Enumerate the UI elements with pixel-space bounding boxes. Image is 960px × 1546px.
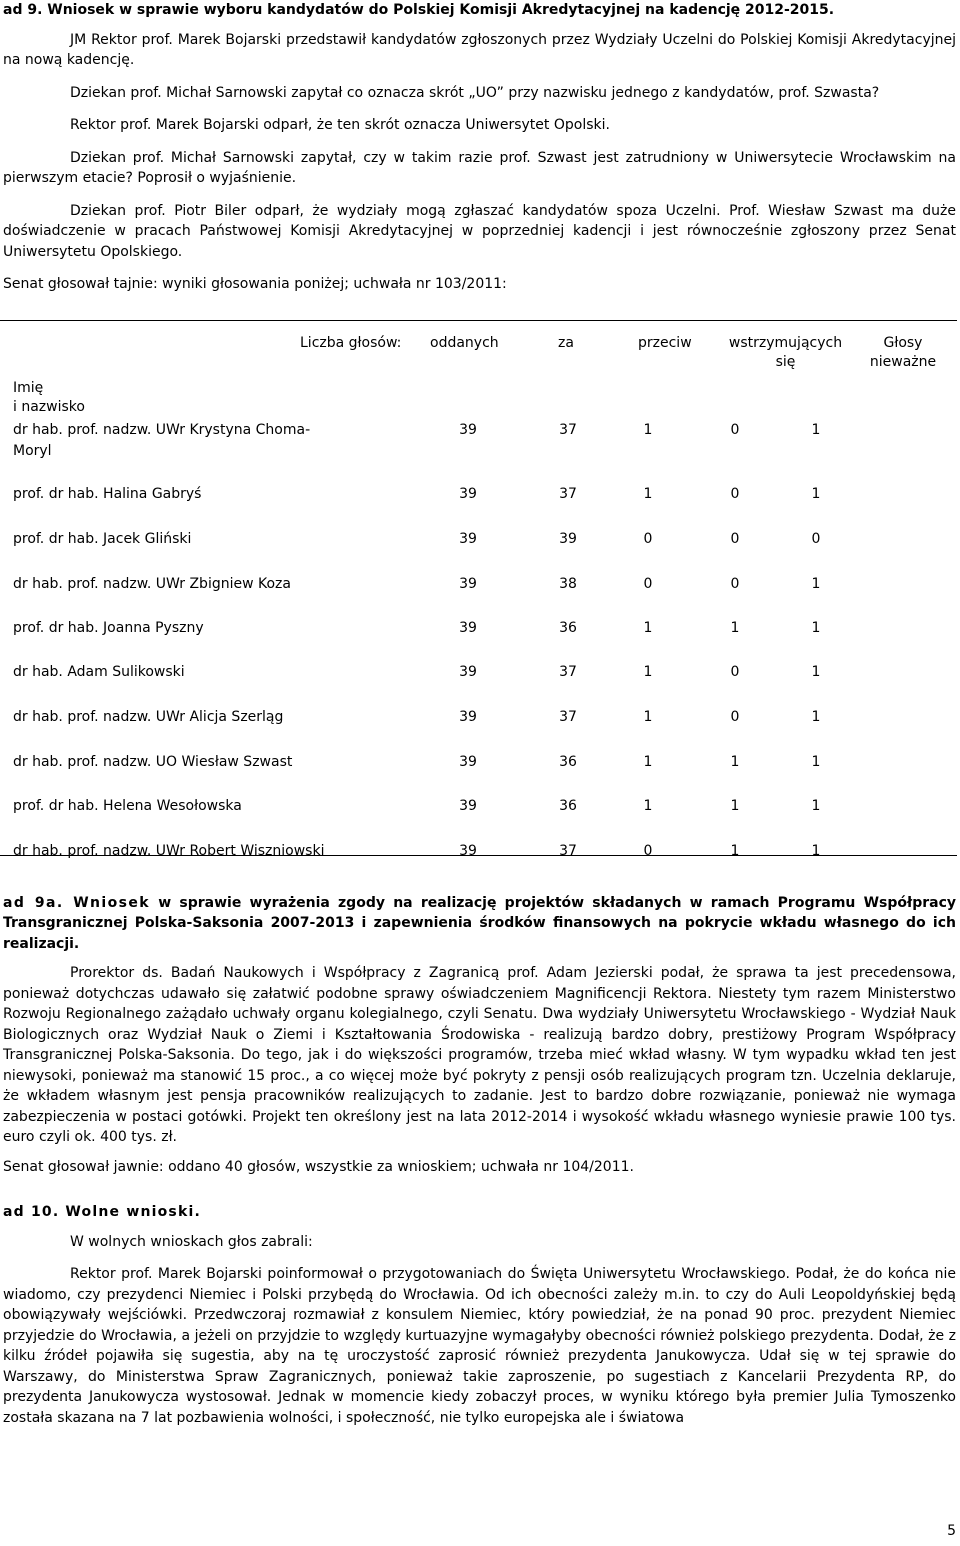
- votes-cast: 39: [459, 708, 477, 725]
- section-10-intro: W wolnych wnioskach głos zabrali:: [70, 1233, 313, 1250]
- candidate-name: dr hab. prof. nadzw. UWr Zbigniew Koza: [13, 575, 291, 592]
- section-9a-vote: Senat głosował jawnie: oddano 40 głosów, wszystkie za wnioskiem; uchwała nr 104/2011.: [3, 1158, 634, 1175]
- section-9-heading: ad 9. Wniosek w sprawie wyboru kandydatów do Polskiej Komisji Akredytacyjnej na kadencję 2012-2015.: [3, 2, 835, 18]
- votes-invalid: 1: [811, 663, 821, 680]
- header-abstain-line1: wstrzymujących: [728, 334, 843, 351]
- votes-for: 36: [559, 753, 577, 770]
- page-number: 5: [947, 1522, 956, 1539]
- votes-cast: 39: [459, 485, 477, 502]
- votes-against: 0: [643, 575, 653, 592]
- header-invalid-line2: nieważne: [869, 353, 937, 370]
- votes-cast: 39: [459, 753, 477, 770]
- votes-abstain: 0: [730, 708, 740, 725]
- votes-abstain: 0: [730, 421, 740, 438]
- votes-invalid: 1: [811, 797, 821, 814]
- votes-against: 1: [643, 708, 653, 725]
- votes-for: 38: [559, 575, 577, 592]
- section-10-heading: ad 10. Wolne wnioski.: [3, 1204, 201, 1220]
- section-9-paragraph-4: Dziekan prof. Michał Sarnowski zapytał, czy w takim razie prof. Szwast jest zatrudniony w Uniwersytecie Wrocławskim na pierwszym etacie? Poprosił o wyjaśnienie.: [3, 149, 956, 186]
- candidate-name: dr hab. prof. nadzw. UWr Krystyna Choma-: [13, 421, 311, 438]
- candidate-name: dr hab. prof. nadzw. UWr Alicja Szerląg: [13, 708, 284, 725]
- header-invalid-line1: Głosy: [883, 334, 923, 351]
- section-9a-heading: [3, 893, 956, 955]
- votes-abstain: 1: [730, 619, 740, 636]
- header-against: przeciw: [638, 334, 692, 351]
- section-9-paragraph-5: Dziekan prof. Piotr Biler odparł, że wydziały mogą zgłaszać kandydatów spoza Uczelni. Prof. Wiesław Szwast ma duże doświadczenie w pracach Państwowej Komisji Akredytacyjnej w poprzedniej kadencji i jest równocześnie zgłoszony przez Senat Uniwersytetu Opolskiego.: [3, 202, 956, 260]
- votes-for: 37: [559, 842, 577, 859]
- votes-invalid: 1: [811, 619, 821, 636]
- votes-cast: 39: [459, 619, 477, 636]
- votes-against: 1: [643, 753, 653, 770]
- header-abstain-line2: się: [775, 353, 796, 370]
- votes-for: 37: [559, 708, 577, 725]
- candidate-name: dr hab. prof. nadzw. UWr Robert Wiszniowski: [13, 842, 325, 859]
- header-name-line1: Imię: [13, 379, 44, 396]
- votes-for: 36: [559, 619, 577, 636]
- vote-results-table: [3, 320, 956, 868]
- votes-invalid: 1: [811, 753, 821, 770]
- votes-against: 1: [643, 619, 653, 636]
- votes-for: 37: [559, 663, 577, 680]
- votes-cast: 39: [459, 797, 477, 814]
- document-page: [3, 0, 956, 1428]
- section-9a-paragraph: Prorektor ds. Badań Naukowych i Współpracy z Zagranicą prof. Adam Jezierski podał, że sprawa ta jest precedensowa, ponieważ dotychczas udawało się załatwić podobne sprawy oświadczeniem Magnificencji Rektora. Niestety tym razem Ministerstwo Rozwoju Regionalnego zażądało uchwały organu kolegialnego, czyli Senatu. Dwa wydziały Uniwersytetu Wrocławskiego - Wydział Nauk Biologicznych oraz Wydział Nauk o Ziemi i Kształtowania Środowiska - realizują bardzo dobry, prestiżowy Program Współpracy Transgranicznej Polska-Saksonia. Do tego, jak i do większości programów, trzeba mieć wkład własny. W tym wypadku wkład ten jest niewysoki, ponieważ ma stanowić 15 proc., a co więcej może być pokryty z pensji osób realizujących program tzn. Uczelnia deklaruje, że wkładem własnym jest pensja pracowników realizujących to zadanie. Jest to bardzo dobre rozwiązanie, ponieważ nie wymaga zabezpieczenia w postaci gotówki. Projekt ten określony jest na lata 2012-2014 i wysokość wkładu własnego wyniesie prawie 100 tys. euro czyli ok. 400 tys. zł.: [3, 965, 956, 1145]
- votes-invalid: 1: [811, 842, 821, 859]
- votes-for: 36: [559, 797, 577, 814]
- votes-against: 1: [643, 797, 653, 814]
- candidate-name: prof. dr hab. Joanna Pyszny: [13, 619, 204, 636]
- section-9-paragraph-3: Rektor prof. Marek Bojarski odparł, że ten skrót oznacza Uniwersytet Opolski.: [70, 117, 610, 133]
- section-9-paragraph-1: JM Rektor prof. Marek Bojarski przedstawił kandydatów zgłoszonych przez Wydziały Uczelni do Polskiej Komisji Akredytacyjnej na nową kadencję.: [3, 31, 956, 68]
- header-votes-label: Liczba głosów:: [300, 334, 402, 351]
- votes-cast: 39: [459, 530, 477, 547]
- header-name-line2: i nazwisko: [13, 398, 85, 415]
- section-9a-heading-lead: ad 9a. Wniosek: [3, 894, 150, 911]
- votes-abstain: 1: [730, 797, 740, 814]
- votes-against: 0: [643, 842, 653, 859]
- votes-for: 37: [559, 485, 577, 502]
- section-10-paragraph: Rektor prof. Marek Bojarski poinformował o przygotowaniach do Święta Uniwersytetu Wrocławskiego. Podał, że do końca nie wiadomo, czy prezydenci Niemiec i Polski przybędą do Wrocławia. Od ich obecności zależy m.in. to czy do Auli Leopoldyńskiej będą obowiązywały wejściówki. Przedwczoraj rozmawiał z konsulem Niemiec, który powiedział, że na ponad 90 proc. prezydent Niemiec przyjedzie do Wrocławia, a jeżeli on przyjdzie to względy kurtuazyjne wymagałyby obecności również polskiego prezydenta. Dodał, że z kilku źródeł pojawiła się sugestia, aby na tę uroczystość zaprosić również prezydenta Janukowycza. Udał się w tej sprawie do Warszawy, do Ministerstwa Spraw Zagranicznych, ponieważ takie zaproszenie, po sugestiach z Kancelarii Prezydenta RP, do prezydenta Janukowycza wystosował. Jednak w momencie kiedy zobaczył proces, w wyniku którego była premier Julia Tymoszenko została skazana na 7 lat pozbawienia wolności, i społeczność, nie tylko europejska ale i światowa: [3, 1266, 956, 1426]
- votes-invalid: 1: [811, 421, 821, 438]
- votes-abstain: 0: [730, 485, 740, 502]
- candidate-name: prof. dr hab. Halina Gabryś: [13, 485, 202, 502]
- candidate-name: prof. dr hab. Jacek Gliński: [13, 530, 192, 547]
- header-for: za: [558, 334, 574, 351]
- votes-invalid: 1: [811, 575, 821, 592]
- votes-invalid: 1: [811, 485, 821, 502]
- votes-abstain: 1: [730, 753, 740, 770]
- votes-against: 0: [643, 530, 653, 547]
- votes-cast: 39: [459, 663, 477, 680]
- votes-against: 1: [643, 485, 653, 502]
- table-top-rule: [0, 320, 957, 321]
- candidate-name: dr hab. Adam Sulikowski: [13, 663, 185, 680]
- votes-for: 37: [559, 421, 577, 438]
- candidate-name: dr hab. prof. nadzw. UO Wiesław Szwast: [13, 753, 293, 770]
- header-cast: oddanych: [430, 334, 499, 351]
- votes-against: 1: [643, 421, 653, 438]
- votes-for: 39: [559, 530, 577, 547]
- votes-abstain: 1: [730, 842, 740, 859]
- votes-cast: 39: [459, 575, 477, 592]
- section-9-paragraph-2: Dziekan prof. Michał Sarnowski zapytał co oznacza skrót „UO” przy nazwisku jednego z kandydatów, prof. Szwasta?: [70, 84, 880, 101]
- votes-invalid: 1: [811, 708, 821, 725]
- votes-abstain: 0: [730, 530, 740, 547]
- section-9a-heading-rest: w sprawie wyrażenia zgody na realizację projektów składanych w ramach Programu Współpracy Transgranicznej Polska-Saksonia 2007-2013 i zapewnienia środków finansowych na pokrycie wkładu własnego do ich realizacji.: [3, 894, 957, 952]
- votes-abstain: 0: [730, 663, 740, 680]
- votes-cast: 39: [459, 421, 477, 438]
- section-9-vote-intro: Senat głosował tajnie: wyniki głosowania poniżej; uchwała nr 103/2011:: [3, 276, 507, 292]
- candidate-name: prof. dr hab. Helena Wesołowska: [13, 797, 242, 814]
- votes-cast: 39: [459, 842, 477, 859]
- candidate-name-continued: Moryl: [13, 442, 52, 459]
- votes-abstain: 0: [730, 575, 740, 592]
- votes-against: 1: [643, 663, 653, 680]
- votes-invalid: 0: [811, 530, 821, 547]
